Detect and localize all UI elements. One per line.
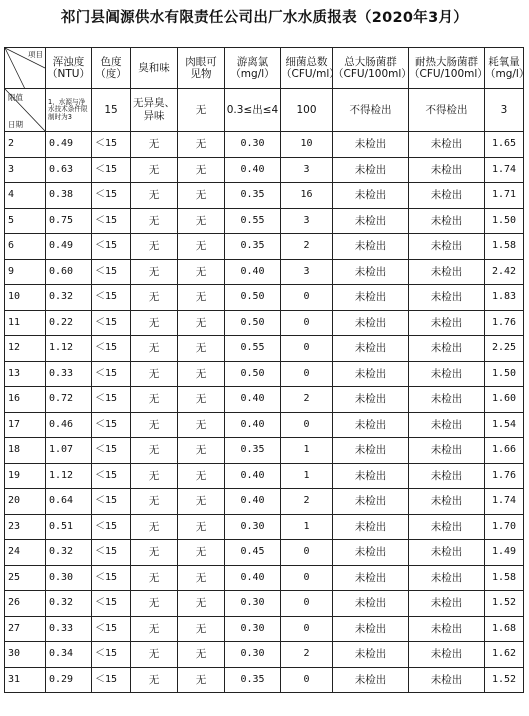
- cell-color: ＜15: [92, 540, 131, 566]
- cell-color: ＜15: [92, 463, 131, 489]
- cell-chlorine: 0.50: [225, 361, 281, 387]
- limit-turbidity: 1，水源与净水技术条件限制时为3: [46, 89, 92, 132]
- cell-odor: 无: [131, 310, 178, 336]
- cell-turbidity: 0.30: [46, 565, 92, 591]
- cell-turbidity: 0.51: [46, 514, 92, 540]
- table-row: [5, 183, 524, 209]
- cell-bacteria: 0: [281, 616, 333, 642]
- column-header-oxygen: 耗氧量 （mg/l）: [485, 48, 524, 89]
- cell-bacteria: 10: [281, 132, 333, 158]
- table-row: [5, 259, 524, 285]
- cell-turbidity: 0.64: [46, 489, 92, 515]
- table-row: [5, 540, 524, 566]
- cell-odor: 无: [131, 132, 178, 158]
- table-row: [5, 387, 524, 413]
- cell-date: 9: [5, 259, 46, 285]
- cell-chlorine: 0.30: [225, 642, 281, 668]
- cell-coliform: 未检出: [333, 489, 409, 515]
- cell-color: ＜15: [92, 361, 131, 387]
- cell-date: 26: [5, 591, 46, 617]
- cell-visible: 无: [178, 336, 225, 362]
- table-row: [5, 667, 524, 693]
- cell-turbidity: 0.60: [46, 259, 92, 285]
- cell-chlorine: 0.40: [225, 387, 281, 413]
- cell-thermo: 未检出: [409, 310, 485, 336]
- cell-date: 2: [5, 132, 46, 158]
- cell-bacteria: 3: [281, 157, 333, 183]
- cell-turbidity: 1.12: [46, 463, 92, 489]
- cell-thermo: 未检出: [409, 208, 485, 234]
- cell-chlorine: 0.45: [225, 540, 281, 566]
- cell-date: 4: [5, 183, 46, 209]
- cell-odor: 无: [131, 463, 178, 489]
- cell-visible: 无: [178, 157, 225, 183]
- cell-thermo: 未检出: [409, 387, 485, 413]
- cell-date: 18: [5, 438, 46, 464]
- column-header-coliform: 总大肠菌群 （CFU/100ml）: [333, 48, 409, 89]
- cell-oxygen: 1.50: [485, 208, 524, 234]
- cell-coliform: 未检出: [333, 361, 409, 387]
- cell-oxygen: 1.70: [485, 514, 524, 540]
- column-header-color: 色度 （度）: [92, 48, 131, 89]
- limit-oxygen: 3: [485, 89, 524, 132]
- cell-visible: 无: [178, 234, 225, 260]
- cell-bacteria: 2: [281, 387, 333, 413]
- cell-coliform: 未检出: [333, 234, 409, 260]
- cell-odor: 无: [131, 412, 178, 438]
- cell-oxygen: 1.60: [485, 387, 524, 413]
- cell-turbidity: 0.49: [46, 234, 92, 260]
- column-header-odor: 臭和味: [131, 48, 178, 89]
- cell-visible: 无: [178, 132, 225, 158]
- cell-bacteria: 2: [281, 642, 333, 668]
- cell-odor: 无: [131, 361, 178, 387]
- corner-item-label: 项目: [28, 50, 43, 59]
- limit-coliform: 不得检出: [333, 89, 409, 132]
- table-row: [5, 514, 524, 540]
- cell-date: 6: [5, 234, 46, 260]
- cell-chlorine: 0.30: [225, 591, 281, 617]
- cell-color: ＜15: [92, 438, 131, 464]
- cell-bacteria: 0: [281, 412, 333, 438]
- cell-turbidity: 0.34: [46, 642, 92, 668]
- limit-thermo: 不得检出: [409, 89, 485, 132]
- cell-thermo: 未检出: [409, 667, 485, 693]
- cell-coliform: 未检出: [333, 259, 409, 285]
- cell-chlorine: 0.50: [225, 285, 281, 311]
- cell-chlorine: 0.50: [225, 310, 281, 336]
- cell-chlorine: 0.35: [225, 438, 281, 464]
- cell-bacteria: 0: [281, 591, 333, 617]
- cell-visible: 无: [178, 208, 225, 234]
- cell-turbidity: 0.29: [46, 667, 92, 693]
- cell-visible: 无: [178, 438, 225, 464]
- cell-coliform: 未检出: [333, 514, 409, 540]
- cell-color: ＜15: [92, 259, 131, 285]
- cell-date: 30: [5, 642, 46, 668]
- cell-color: ＜15: [92, 591, 131, 617]
- corner-header-cell: [5, 48, 46, 89]
- cell-coliform: 未检出: [333, 438, 409, 464]
- cell-thermo: 未检出: [409, 565, 485, 591]
- cell-oxygen: 1.52: [485, 667, 524, 693]
- table-row: [5, 132, 524, 158]
- cell-chlorine: 0.40: [225, 259, 281, 285]
- cell-oxygen: 1.68: [485, 616, 524, 642]
- cell-chlorine: 0.40: [225, 565, 281, 591]
- cell-thermo: 未检出: [409, 412, 485, 438]
- cell-oxygen: 1.58: [485, 234, 524, 260]
- cell-thermo: 未检出: [409, 285, 485, 311]
- cell-color: ＜15: [92, 565, 131, 591]
- cell-coliform: 未检出: [333, 667, 409, 693]
- cell-color: ＜15: [92, 616, 131, 642]
- cell-chlorine: 0.40: [225, 157, 281, 183]
- cell-coliform: 未检出: [333, 463, 409, 489]
- cell-odor: 无: [131, 183, 178, 209]
- cell-thermo: 未检出: [409, 489, 485, 515]
- cell-visible: 无: [178, 310, 225, 336]
- cell-turbidity: 0.46: [46, 412, 92, 438]
- cell-oxygen: 1.71: [485, 183, 524, 209]
- cell-date: 31: [5, 667, 46, 693]
- cell-visible: 无: [178, 514, 225, 540]
- report-title: 祁门县阊源供水有限责任公司出厂水水质报表（2020年3月）: [60, 10, 469, 26]
- cell-coliform: 未检出: [333, 285, 409, 311]
- cell-date: 11: [5, 310, 46, 336]
- cell-bacteria: 3: [281, 259, 333, 285]
- cell-thermo: 未检出: [409, 616, 485, 642]
- cell-visible: 无: [178, 361, 225, 387]
- cell-thermo: 未检出: [409, 132, 485, 158]
- cell-coliform: 未检出: [333, 336, 409, 362]
- table-row: [5, 310, 524, 336]
- limit-bacteria: 100: [281, 89, 333, 132]
- cell-odor: 无: [131, 514, 178, 540]
- cell-bacteria: 2: [281, 234, 333, 260]
- cell-visible: 无: [178, 591, 225, 617]
- table-row: [5, 591, 524, 617]
- cell-turbidity: 0.32: [46, 540, 92, 566]
- cell-color: ＜15: [92, 667, 131, 693]
- cell-thermo: 未检出: [409, 336, 485, 362]
- cell-color: ＜15: [92, 234, 131, 260]
- cell-bacteria: 1: [281, 438, 333, 464]
- cell-oxygen: 1.52: [485, 591, 524, 617]
- cell-visible: 无: [178, 412, 225, 438]
- cell-chlorine: 0.55: [225, 208, 281, 234]
- cell-bacteria: 16: [281, 183, 333, 209]
- cell-color: ＜15: [92, 157, 131, 183]
- cell-coliform: 未检出: [333, 540, 409, 566]
- column-header-thermo: 耐热大肠菌群 （CFU/100ml）: [409, 48, 485, 89]
- cell-bacteria: 0: [281, 285, 333, 311]
- table-row: [5, 438, 524, 464]
- cell-coliform: 未检出: [333, 157, 409, 183]
- cell-coliform: 未检出: [333, 310, 409, 336]
- cell-bacteria: 3: [281, 208, 333, 234]
- cell-color: ＜15: [92, 208, 131, 234]
- table-row: [5, 463, 524, 489]
- cell-chlorine: 0.40: [225, 412, 281, 438]
- cell-bacteria: 0: [281, 361, 333, 387]
- cell-odor: 无: [131, 157, 178, 183]
- cell-coliform: 未检出: [333, 132, 409, 158]
- cell-coliform: 未检出: [333, 208, 409, 234]
- table-row: [5, 361, 524, 387]
- cell-chlorine: 0.40: [225, 463, 281, 489]
- corner-limit-label: 限值: [8, 93, 23, 102]
- cell-odor: 无: [131, 438, 178, 464]
- column-header-bacteria: 细菌总数 （CFU/ml）: [281, 48, 333, 89]
- cell-turbidity: 1.12: [46, 336, 92, 362]
- column-header-visible: 肉眼可 见物: [178, 48, 225, 89]
- cell-date: 25: [5, 565, 46, 591]
- cell-chlorine: 0.30: [225, 616, 281, 642]
- cell-chlorine: 0.35: [225, 183, 281, 209]
- table-row: [5, 285, 524, 311]
- cell-oxygen: 1.76: [485, 463, 524, 489]
- cell-chlorine: 0.55: [225, 336, 281, 362]
- table-row: [5, 489, 524, 515]
- cell-turbidity: 0.63: [46, 157, 92, 183]
- cell-visible: 无: [178, 540, 225, 566]
- cell-chlorine: 0.35: [225, 234, 281, 260]
- cell-thermo: 未检出: [409, 642, 485, 668]
- cell-thermo: 未检出: [409, 463, 485, 489]
- cell-odor: 无: [131, 565, 178, 591]
- cell-color: ＜15: [92, 285, 131, 311]
- cell-thermo: 未检出: [409, 183, 485, 209]
- cell-turbidity: 0.32: [46, 591, 92, 617]
- cell-date: 24: [5, 540, 46, 566]
- cell-date: 16: [5, 387, 46, 413]
- table-row: [5, 642, 524, 668]
- cell-turbidity: 0.33: [46, 616, 92, 642]
- cell-visible: 无: [178, 616, 225, 642]
- cell-oxygen: 1.50: [485, 361, 524, 387]
- cell-thermo: 未检出: [409, 438, 485, 464]
- cell-oxygen: 1.62: [485, 642, 524, 668]
- cell-odor: 无: [131, 540, 178, 566]
- cell-turbidity: 0.32: [46, 285, 92, 311]
- cell-bacteria: 1: [281, 514, 333, 540]
- cell-bacteria: 0: [281, 310, 333, 336]
- table-row: [5, 336, 524, 362]
- table-row: [5, 208, 524, 234]
- cell-date: 13: [5, 361, 46, 387]
- cell-coliform: 未检出: [333, 565, 409, 591]
- cell-date: 27: [5, 616, 46, 642]
- limit-row: [5, 89, 524, 132]
- cell-oxygen: 1.49: [485, 540, 524, 566]
- limit-visible: 无: [178, 89, 225, 132]
- cell-chlorine: 0.40: [225, 489, 281, 515]
- cell-bacteria: 0: [281, 540, 333, 566]
- cell-turbidity: 0.33: [46, 361, 92, 387]
- cell-color: ＜15: [92, 387, 131, 413]
- cell-bacteria: 0: [281, 565, 333, 591]
- cell-bacteria: 0: [281, 667, 333, 693]
- cell-date: 19: [5, 463, 46, 489]
- cell-turbidity: 1.07: [46, 438, 92, 464]
- cell-bacteria: 2: [281, 489, 333, 515]
- cell-odor: 无: [131, 616, 178, 642]
- cell-color: ＜15: [92, 412, 131, 438]
- water-quality-table: [4, 47, 529, 693]
- header-row: [5, 48, 524, 89]
- table-row: [5, 412, 524, 438]
- cell-oxygen: 1.76: [485, 310, 524, 336]
- cell-odor: 无: [131, 285, 178, 311]
- cell-visible: 无: [178, 183, 225, 209]
- table-row: [5, 616, 524, 642]
- table-row: [5, 234, 524, 260]
- cell-odor: 无: [131, 234, 178, 260]
- cell-visible: 无: [178, 565, 225, 591]
- cell-turbidity: 0.75: [46, 208, 92, 234]
- cell-odor: 无: [131, 259, 178, 285]
- cell-odor: 无: [131, 387, 178, 413]
- cell-color: ＜15: [92, 183, 131, 209]
- cell-visible: 无: [178, 489, 225, 515]
- cell-bacteria: 0: [281, 336, 333, 362]
- cell-visible: 无: [178, 667, 225, 693]
- cell-odor: 无: [131, 642, 178, 668]
- column-header-turbidity: 浑浊度 （NTU）: [46, 48, 92, 89]
- cell-oxygen: 1.66: [485, 438, 524, 464]
- corner-limit-cell: [5, 89, 46, 132]
- cell-oxygen: 1.54: [485, 412, 524, 438]
- cell-visible: 无: [178, 642, 225, 668]
- cell-turbidity: 0.72: [46, 387, 92, 413]
- cell-color: ＜15: [92, 489, 131, 515]
- table-body: [5, 48, 529, 693]
- cell-color: ＜15: [92, 642, 131, 668]
- cell-oxygen: 2.42: [485, 259, 524, 285]
- cell-thermo: 未检出: [409, 591, 485, 617]
- cell-coliform: 未检出: [333, 387, 409, 413]
- cell-turbidity: 0.38: [46, 183, 92, 209]
- cell-color: ＜15: [92, 132, 131, 158]
- cell-odor: 无: [131, 667, 178, 693]
- table-row: [5, 565, 524, 591]
- cell-date: 17: [5, 412, 46, 438]
- table-row: [5, 157, 524, 183]
- cell-chlorine: 0.30: [225, 132, 281, 158]
- cell-bacteria: 1: [281, 463, 333, 489]
- cell-date: 23: [5, 514, 46, 540]
- cell-thermo: 未检出: [409, 259, 485, 285]
- cell-chlorine: 0.30: [225, 514, 281, 540]
- cell-coliform: 未检出: [333, 591, 409, 617]
- cell-odor: 无: [131, 336, 178, 362]
- cell-coliform: 未检出: [333, 412, 409, 438]
- cell-coliform: 未检出: [333, 183, 409, 209]
- cell-coliform: 未检出: [333, 616, 409, 642]
- cell-coliform: 未检出: [333, 642, 409, 668]
- cell-chlorine: 0.35: [225, 667, 281, 693]
- cell-visible: 无: [178, 285, 225, 311]
- cell-oxygen: 1.58: [485, 565, 524, 591]
- cell-color: ＜15: [92, 514, 131, 540]
- cell-date: 3: [5, 157, 46, 183]
- cell-date: 5: [5, 208, 46, 234]
- cell-thermo: 未检出: [409, 234, 485, 260]
- cell-date: 20: [5, 489, 46, 515]
- column-header-chlorine: 游离氯 （mg/l）: [225, 48, 281, 89]
- cell-thermo: 未检出: [409, 361, 485, 387]
- cell-turbidity: 0.49: [46, 132, 92, 158]
- cell-visible: 无: [178, 259, 225, 285]
- cell-date: 10: [5, 285, 46, 311]
- cell-oxygen: 1.83: [485, 285, 524, 311]
- cell-odor: 无: [131, 591, 178, 617]
- cell-oxygen: 1.65: [485, 132, 524, 158]
- limit-chlorine: 0.3≤出≤4: [225, 89, 281, 132]
- cell-thermo: 未检出: [409, 157, 485, 183]
- cell-visible: 无: [178, 387, 225, 413]
- corner-date-label: 日期: [8, 119, 23, 129]
- cell-oxygen: 1.74: [485, 157, 524, 183]
- limit-color: 15: [92, 89, 131, 132]
- cell-color: ＜15: [92, 336, 131, 362]
- cell-color: ＜15: [92, 310, 131, 336]
- cell-odor: 无: [131, 489, 178, 515]
- cell-oxygen: 1.74: [485, 489, 524, 515]
- cell-date: 12: [5, 336, 46, 362]
- cell-oxygen: 2.25: [485, 336, 524, 362]
- limit-odor: 无异臭、异味: [131, 89, 178, 132]
- cell-turbidity: 0.22: [46, 310, 92, 336]
- cell-odor: 无: [131, 208, 178, 234]
- cell-thermo: 未检出: [409, 514, 485, 540]
- cell-visible: 无: [178, 463, 225, 489]
- cell-thermo: 未检出: [409, 540, 485, 566]
